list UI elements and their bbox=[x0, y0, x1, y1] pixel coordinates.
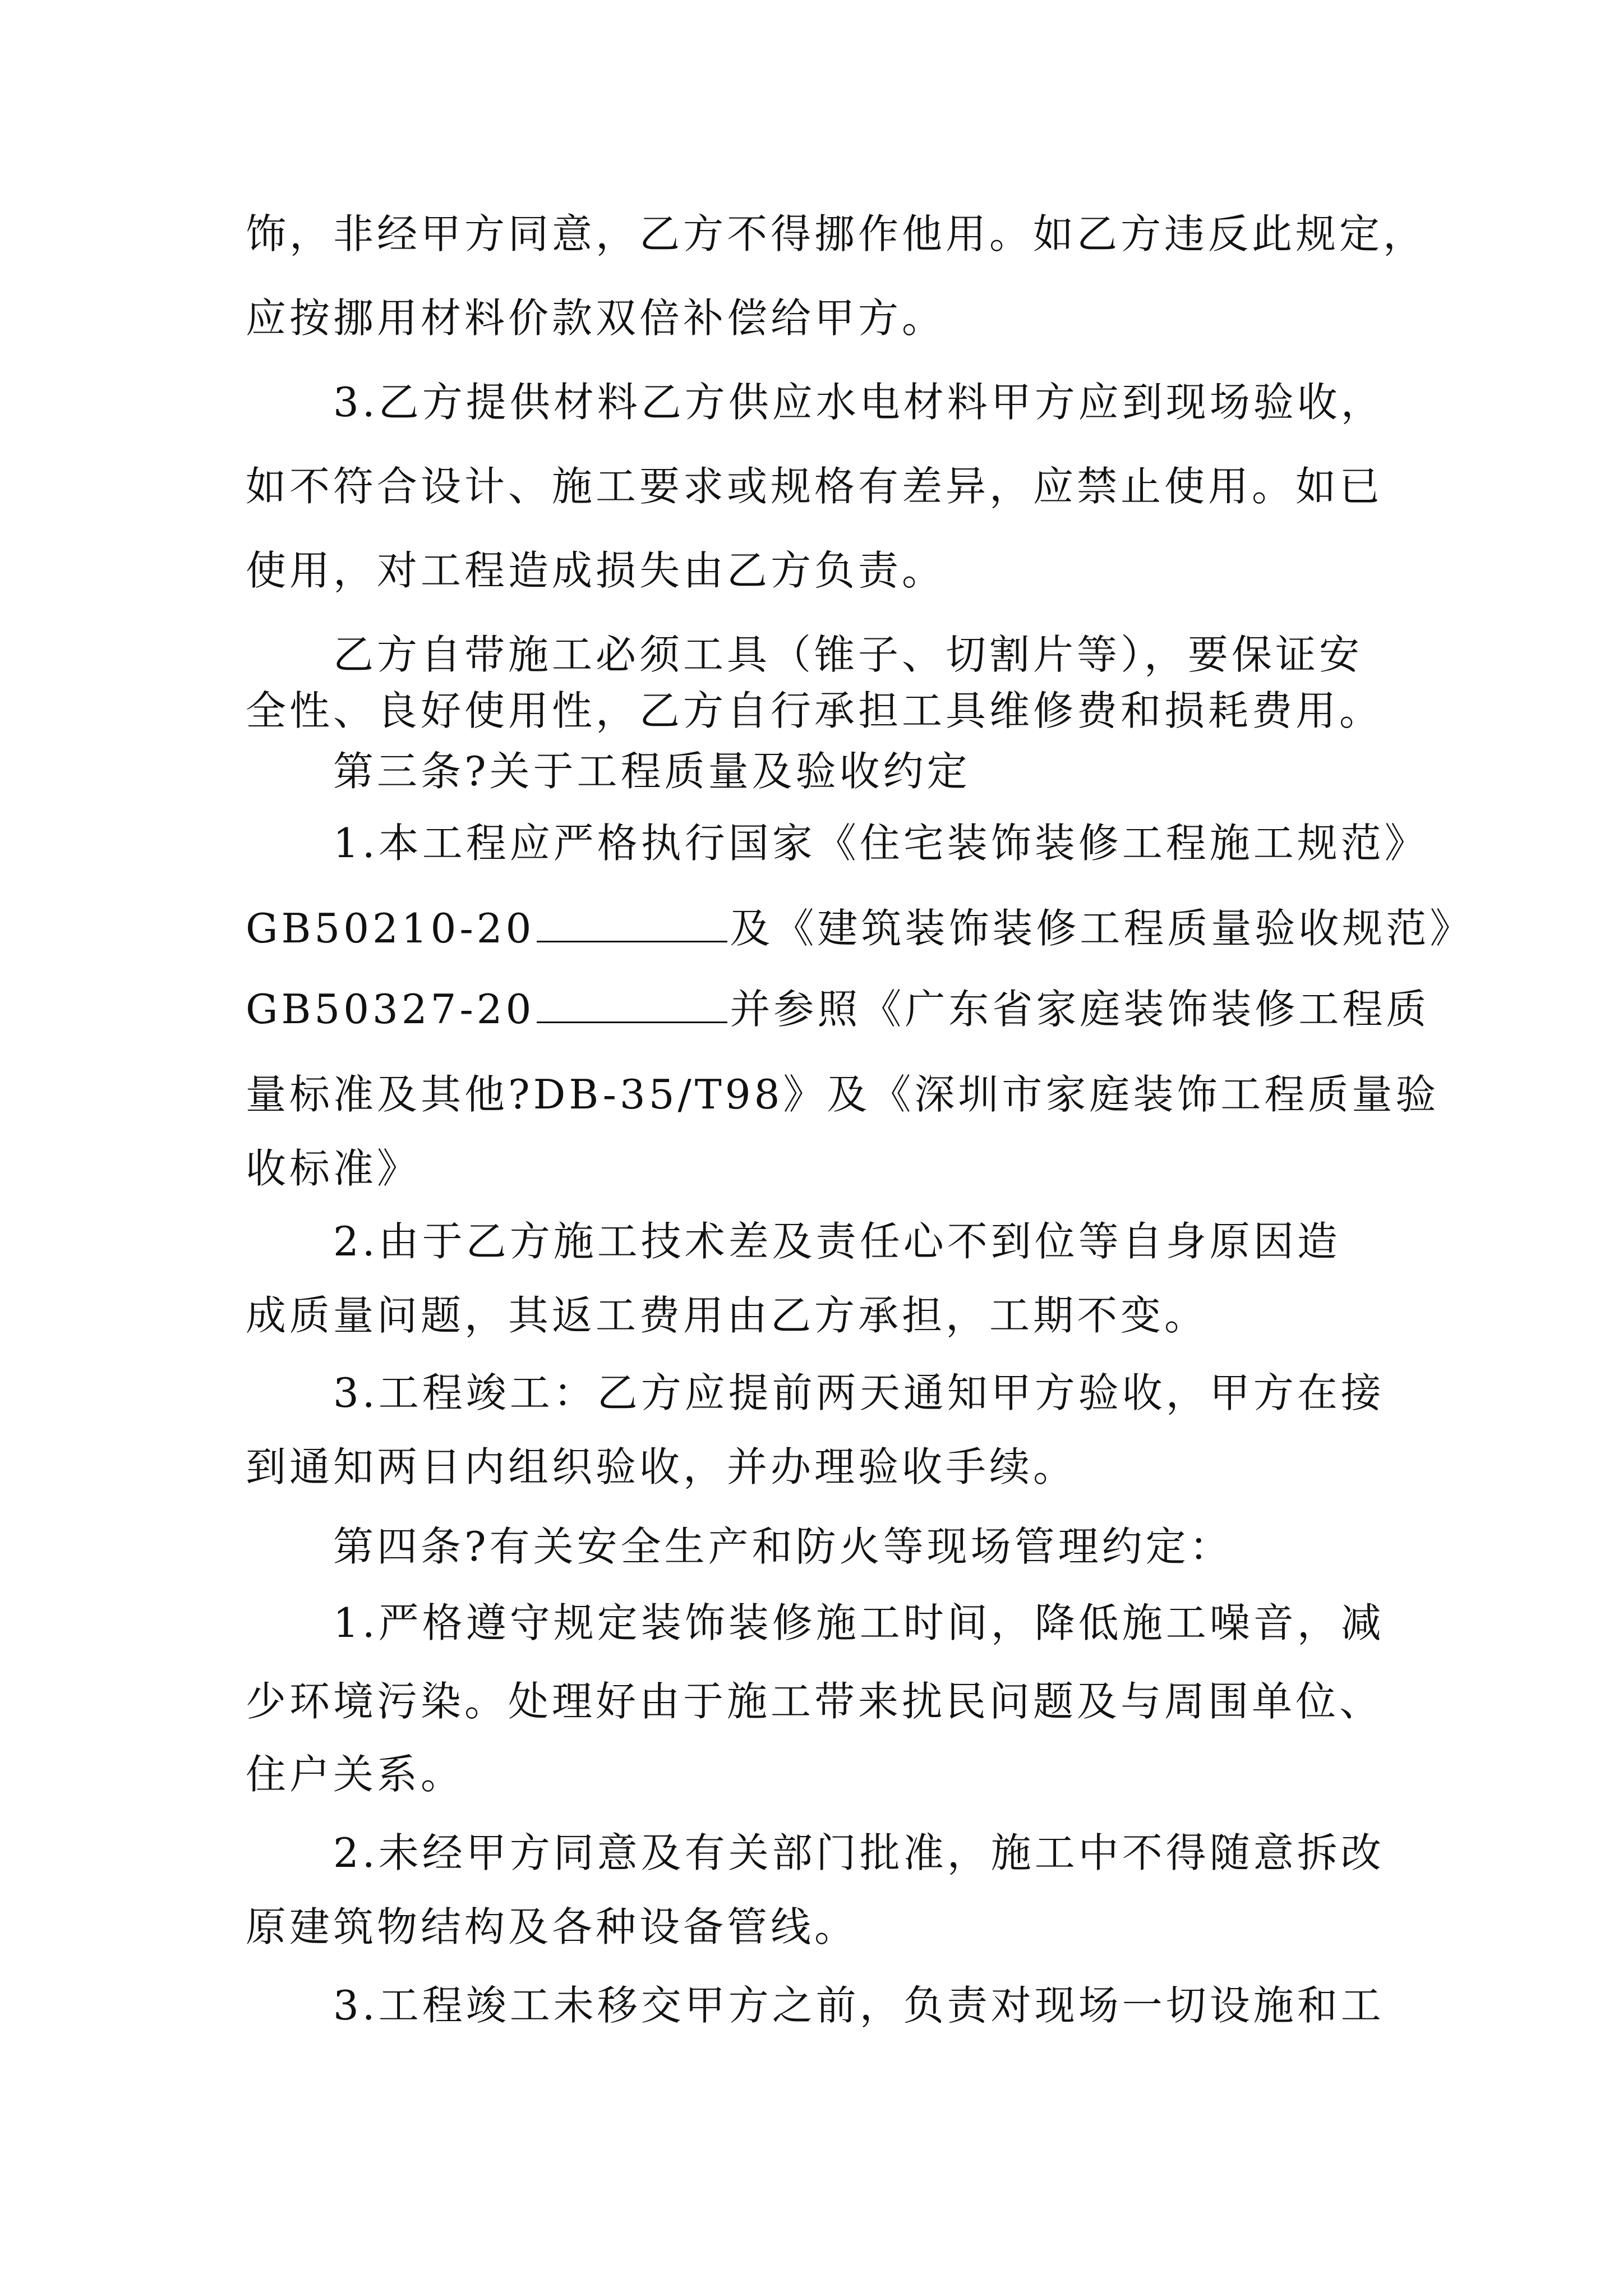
text-line: 应按挪用材料价款双倍补偿给甲方。 bbox=[246, 295, 946, 342]
text-line: 原建筑物结构及各种设备管线。 bbox=[246, 1903, 859, 1950]
text-line: 成质量问题，其返工费用由乙方承担，工期不变。 bbox=[246, 1292, 1209, 1339]
text-line: 量标准及其他?DB-35/T98》及《深圳市家庭装饰工程质量验 bbox=[246, 1071, 1440, 1118]
text-segment: 并参照《广东省家庭装饰装修工程质 bbox=[730, 986, 1430, 1033]
section-heading: 第三条?关于工程质量及验收约定 bbox=[333, 748, 971, 795]
text-line bbox=[246, 984, 1430, 1034]
text-line: 饰，非经甲方同意，乙方不得挪作他用。如乙方违反此规定， bbox=[246, 210, 1427, 257]
text-line bbox=[246, 903, 1473, 954]
paragraph-start: 3.工程竣工未移交甲方之前，负责对现场一切设施和工 bbox=[333, 1982, 1385, 2029]
text-line: 如不符合设计、施工要求或规格有差异，应禁止使用。如已 bbox=[246, 463, 1384, 510]
standard-code: GB50327-20 bbox=[246, 986, 535, 1033]
text-line: 收标准》 bbox=[246, 1145, 421, 1192]
fill-in-blank bbox=[537, 907, 727, 942]
text-line: 使用，对工程造成损失由乙方负责。 bbox=[246, 547, 946, 594]
text-segment: 及《建筑装饰装修工程质量验收规范》 bbox=[730, 905, 1474, 952]
section-heading: 第四条?有关安全生产和防火等现场管理约定： bbox=[333, 1523, 1233, 1570]
paragraph-start: 乙方自带施工必须工具（锥子、切割片等），要保证安 bbox=[333, 631, 1363, 678]
text-line: 少环境污染。处理好由于施工带来扰民问题及与周围单位、 bbox=[246, 1678, 1384, 1725]
text-line: 全性、良好使用性，乙方自行承担工具维修费和损耗费用。 bbox=[246, 687, 1384, 734]
standard-code: GB50210-20 bbox=[246, 905, 535, 952]
paragraph-start: 2.由于乙方施工技术差及责任心不到位等自身原因造 bbox=[333, 1218, 1341, 1265]
paragraph-start: 1.本工程应严格执行国家《住宅装饰装修工程施工规范》 bbox=[333, 820, 1428, 867]
paragraph-start: 3.工程竣工：乙方应提前两天通知甲方验收，甲方在接 bbox=[333, 1369, 1385, 1416]
paragraph-start: 1.严格遵守规定装饰装修施工时间，降低施工噪音，减 bbox=[333, 1599, 1385, 1646]
fill-in-blank bbox=[537, 988, 727, 1023]
text-line: 到通知两日内组织验收，并办理验收手续。 bbox=[246, 1443, 1077, 1490]
paragraph-start: 3.乙方提供材料乙方供应水电材料甲方应到现场验收， bbox=[333, 379, 1385, 426]
text-line: 住户关系。 bbox=[246, 1751, 465, 1798]
paragraph-start: 2.未经甲方同意及有关部门批准，施工中不得随意拆改 bbox=[333, 1829, 1385, 1876]
